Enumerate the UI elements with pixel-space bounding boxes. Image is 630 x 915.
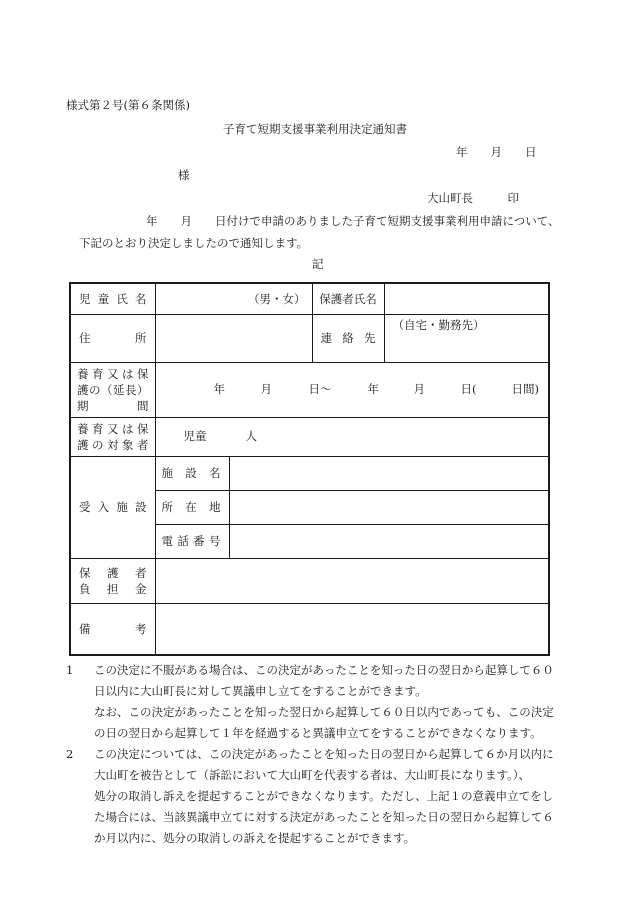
facility-phone-label-char: 電 [161,534,173,548]
guardian-cost-label-line-2-char: 担 [107,581,119,596]
guardian-cost-label-line-2-char: 金 [135,581,147,596]
period-label-line-2-char: 護 [77,382,89,397]
period-label-line-1-char: 又 [107,366,119,381]
period-label-line-3 [77,398,149,414]
note-1 [66,660,586,744]
address-label-cell [70,314,155,362]
body-text-line-1: 年 月 日付けで申請のありました子育て短期支援事業利用申請について、 [146,214,560,228]
row-guardian-cost [70,558,549,603]
guardian-cost-label-line-1-char: 者 [135,565,147,580]
note-1-number: 1 [66,663,74,677]
subject-label-line-2-char: 護 [77,437,89,452]
remarks-label-char: 備 [79,621,91,636]
subject-label-line-1-char: 養 [77,421,89,436]
facility-label [71,499,155,515]
guardian-name-field[interactable] [384,283,549,314]
facility-phone-label-char: 番 [193,534,205,548]
child-name-field[interactable] [155,283,312,314]
remarks-label-cell [70,603,155,655]
contact-label-char: 絡 [342,331,354,345]
child-name-label-cell [70,283,155,314]
subject-label-cell [70,417,155,456]
row-remarks [70,603,549,655]
guardian-cost-label-line-1-char: 護 [107,565,119,580]
facility-location-label-char: 地 [209,500,221,514]
period-label-line-2-char: （ [101,382,113,397]
facility-label-char: 施 [116,500,128,514]
addressee-suffix: 様 [178,168,190,182]
issuer-line: 大山町長 印 [427,191,519,205]
subject-label [71,421,155,453]
period-label-line-2-char: ） [137,382,149,397]
period-year-1: 年 [213,381,225,396]
facility-location-label-char: 在 [185,500,197,514]
guardian-cost-label-line-1 [79,565,147,581]
guardian-cost-label-line-2-char: 負 [79,581,91,596]
period-label-line-1-char: 保 [137,366,149,381]
address-label [71,330,155,346]
guardian-cost-field[interactable] [155,558,549,603]
note-2-line-4: た場合には、当該異議申立てに対する決定があったことを知った日の翌日から起算して６ [94,810,554,824]
subject-child: 児童 [183,428,207,443]
facility-location-label-cell [155,490,229,524]
facility-name-label [156,465,229,481]
period-label-line-3-char: 期 [77,398,89,413]
ki-heading: 記 [312,257,324,271]
body-text-line-2: 下記のとおり決定しましたので通知します。 [79,236,309,250]
period-label-line-1-char: は [122,366,134,381]
facility-location-label [156,499,229,515]
note-2-line-3: 処分の取消し訴えを提起することができなくなります。ただし、上記１の意義申立てをし [94,789,554,803]
subject-label-line-2-char: 象 [122,437,134,452]
guardian-cost-label-line-2 [79,581,147,597]
subject-label-line-2-char: の [92,437,104,452]
row-facility-name [70,456,549,490]
period-month-1: 月 [260,381,272,396]
date-line: 年 月 日 [456,145,537,159]
subject-label-line-2-char: 対 [107,437,119,452]
note-1-line-4: の日の翌日から起算して１年を経過すると異議申立てをすることができなくなります。 [94,726,542,740]
form-number: 様式第２号(第６条関係) [66,98,190,112]
note-2-line-5: か月以内に、処分の取消しの訴えを提起することができます。 [94,831,416,845]
period-label-cell [70,362,155,417]
contact-label-cell [312,314,384,362]
contact-label-char: 連 [320,331,332,345]
note-2-number: 2 [66,747,74,761]
gender-options: （男・女） [248,291,306,306]
period-day-1: 日～ [308,381,332,396]
facility-label-char: 設 [134,500,147,514]
subject-label-line-1-char: は [122,421,134,436]
document-title: 子育て短期支援事業利用決定通知書 [223,122,407,136]
subject-label-line-1-char: 又 [107,421,119,436]
note-1-line-2: 日以内に大山町長に対して異議申し立てをすることができます。 [94,684,427,698]
facility-name-label-char: 施 [161,466,173,480]
note-2 [66,744,586,849]
guardian-name-label: 保護者氏名 [312,283,384,314]
remarks-label [71,621,155,637]
subject-field[interactable] [155,417,549,456]
period-label-line-2-char: 延 [113,382,125,397]
guardian-cost-label-cell [70,558,155,603]
facility-name-label-char: 設 [185,466,197,480]
period-label-line-3-char: 間 [137,398,149,413]
row-subject [70,417,549,456]
guardian-cost-label [71,565,155,597]
facility-phone-label [156,533,229,549]
contact-note: （自宅・勤務先） [392,317,485,332]
address-label-char: 住 [79,331,91,345]
period-label-line-1-char: 養 [77,366,89,381]
note-1-line-1: この決定に不服がある場合は、この決定があったことを知った日の翌日から起算して６０ [94,663,554,677]
period-label-line-2-char: の [89,382,101,397]
period-days: 日間) [511,381,539,396]
child-name-label-char: 名 [134,291,147,306]
notes-section [66,660,586,849]
row-period [70,362,549,417]
facility-name-label-char: 名 [209,466,221,480]
child-name-label-char: 児 [79,291,91,306]
decision-table [69,282,550,656]
period-label-line-2 [77,382,149,398]
remarks-label-char: 考 [135,621,147,636]
period-label [71,366,155,414]
subject-label-line-2-char: 者 [137,437,149,452]
contact-label-char: 先 [364,331,376,345]
facility-phone-label-cell [155,524,229,558]
period-field[interactable] [155,362,549,417]
note-2-line-2: 大山町を被告として（訴訟において大山町を代表する者は、大山町長になります。）、 [94,768,531,782]
address-field[interactable] [155,314,312,362]
period-day-2: 日( [460,381,477,396]
period-label-line-1 [77,366,149,382]
guardian-cost-label-line-1-char: 保 [79,565,91,580]
subject-label-line-1 [77,421,149,437]
facility-location-label-char: 所 [161,500,173,514]
subject-label-line-1-char: 保 [137,421,149,436]
period-month-2: 月 [413,381,425,396]
note-2-line-1: この決定については、この決定があったことを知った日の翌日から起算して６か月以内に [94,747,554,761]
address-label-char: 所 [135,331,147,345]
row-address [70,314,549,362]
subject-label-line-2 [77,437,149,453]
facility-name-label-cell [155,456,229,490]
facility-location-field[interactable] [229,490,549,524]
child-name-label [71,291,155,307]
facility-name-field[interactable] [229,456,549,490]
row-child-name [70,283,549,314]
facility-label-char: 入 [97,500,110,514]
subject-person: 人 [245,428,257,443]
facility-phone-field[interactable] [229,524,549,558]
facility-phone-label-char: 号 [208,534,221,548]
remarks-field[interactable] [155,603,549,655]
child-name-label-char: 氏 [116,291,128,306]
subject-label-line-1-char: 育 [92,421,104,436]
facility-label-char: 受 [79,500,91,514]
period-label-line-2-char: 長 [125,382,137,397]
facility-label-cell [70,456,155,558]
period-label-line-1-char: 育 [92,366,104,381]
note-1-line-3: なお、この決定があったことを知った翌日から起算して６０日以内であっても、この決定 [94,705,554,719]
contact-label [313,330,384,346]
child-name-label-char: 童 [97,291,110,306]
contact-field[interactable] [384,314,549,362]
period-year-2: 年 [367,381,379,396]
facility-phone-label-char: 話 [177,534,189,548]
